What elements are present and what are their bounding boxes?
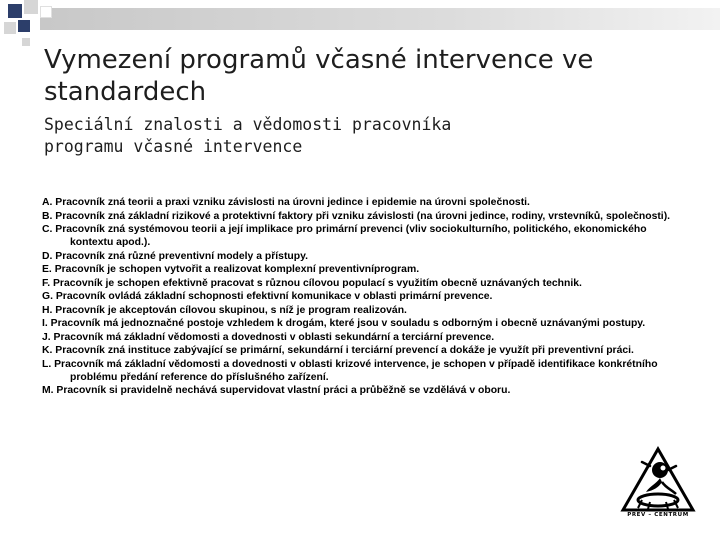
slide-subtitle: Speciální znalosti a vědomosti pracovníka programu včasné intervence — [44, 115, 452, 156]
list-item: D. Pracovník zná různé preventivní modely a přístupy. — [42, 250, 308, 262]
list-item: F. Pracovník je schopen efektivně pracovat s různou cílovou populací s využitím obecně uznávaných technik. — [42, 277, 582, 289]
list-item: B. Pracovník zná základní rizikové a protektivní faktory při vzniku závislosti (na úrovni jedince, rodiny, vrstevníků, společnosti). — [42, 210, 671, 222]
list-item: A. Pracovník zná teorii a praxi vzniku závislosti na úrovni jedince i epidemie na úrovni společnosti. — [42, 197, 530, 208]
list-item: C. Pracovník zná systémovou teorii a její implikace pro primární prevenci (vliv sociokulturního, politického, ekonomického kontextu apod.). — [42, 224, 647, 248]
list-item: E. Pracovník je schopen vytvořit a realizovat komplexní preventivníprogram. — [42, 264, 420, 275]
list-item: M. Pracovník si pravidelně nechává supervidovat vlastní práci a průběžně se vzdělává v oboru. — [42, 385, 511, 396]
list-item: H. Pracovník je akceptován cílovou skupinou, s níž je program realizován. — [42, 304, 407, 316]
list-item: L. Pracovník má základní vědomosti a dovednosti v oblasti krizové intervence, je schopen v případě identifikace konkrétního problému předání reference do příslušného zařízení. — [42, 358, 658, 383]
header-gradient-bar — [40, 8, 720, 30]
list-item: J. Pracovník má základní vědomosti a dovednosti v oblasti sekundární a terciární prevence. — [42, 331, 495, 343]
list-item: G. Pracovník ovládá základní schopnosti efektivní komunikace v oblasti primární prevence. — [42, 291, 493, 302]
slide-title: Vymezení programů včasné intervence ve standardech — [44, 45, 594, 107]
logo-caption: PREV – CENTRUM — [627, 512, 689, 518]
list-item: K. Pracovník zná instituce zabývající se primární, sekundární i terciární prevencí a dokáže je využít při preventivní práci. — [42, 345, 634, 356]
list-item: I. Pracovník má jednoznačné postoje vzhledem k drogám, které jsou v souladu s odborným i obecně uznávanými postupy. — [42, 318, 646, 329]
competency-list — [42, 196, 692, 398]
prev-centrum-logo-icon — [620, 446, 696, 514]
